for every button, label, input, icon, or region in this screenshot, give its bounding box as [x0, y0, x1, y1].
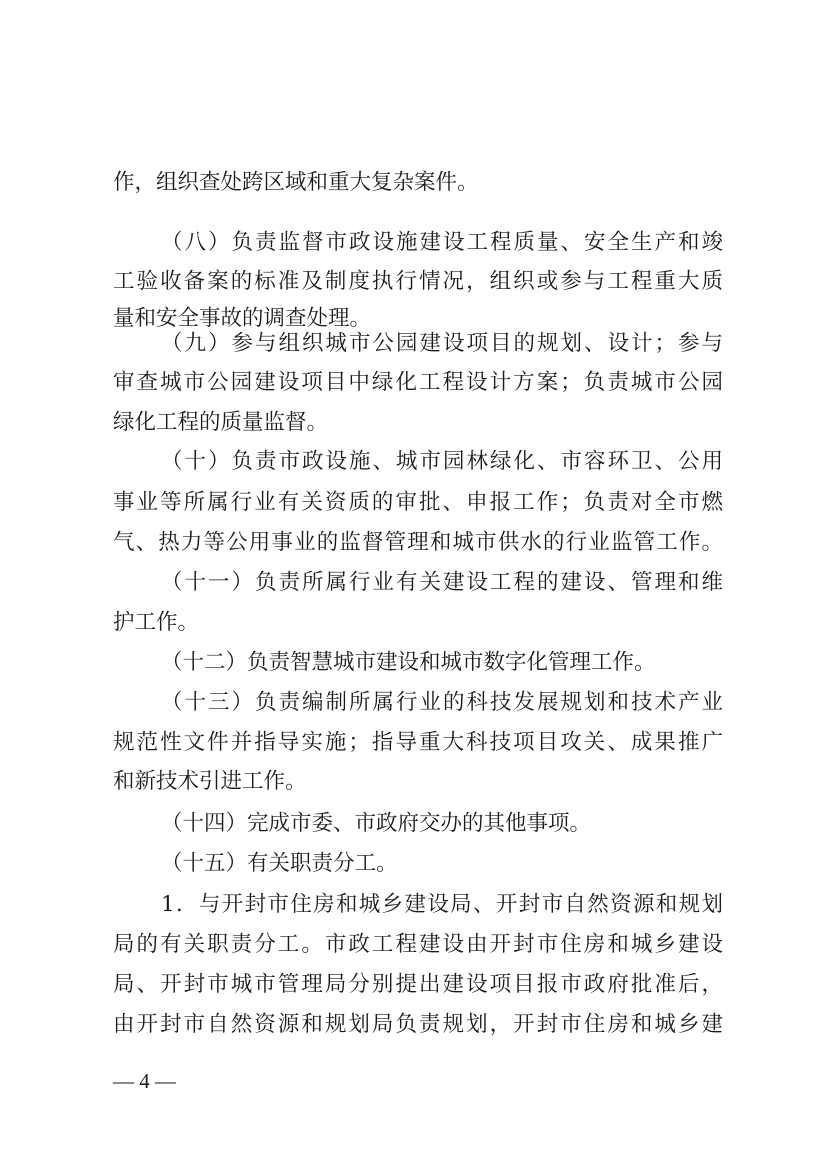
paragraph-9-line: （九）参与组织城市公园建设项目的规划、设计；参与	[161, 331, 723, 356]
page-number: — 4 —	[113, 1069, 176, 1093]
paragraph-13-line: （十三）负责编制所属行业的科技发展规划和技术产业	[161, 690, 723, 715]
text-line: 工验收备案的标准及制度执行情况，组织或参与工程重大质	[113, 269, 723, 294]
text-line: 由开封市自然资源和规划局负责规划，开封市住房和城乡建	[113, 1012, 723, 1037]
text-line: 护工作。	[113, 610, 200, 635]
text-line: 作，组织查处跨区域和重大复杂案件。	[113, 170, 479, 195]
paragraph-11-line: （十一）负责所属行业有关建设工程的建设、管理和维	[161, 570, 723, 595]
text-line: 事业等所属行业有关资质的审批、申报工作；负责对全市燃	[113, 490, 723, 515]
paragraph-14-line: （十四）完成市委、市政府交办的其他事项。	[161, 811, 592, 836]
text-line: 局的有关职责分工。市政工程建设由开封市住房和城乡建设	[113, 932, 723, 957]
paragraph-8-line: （八）负责监督市政设施建设工程质量、安全生产和竣	[161, 230, 723, 255]
text-line: 审查城市公园建设项目中绿化工程设计方案；负责城市公园	[113, 370, 723, 395]
item-1-line: 1．与开封市住房和城乡建设局、开封市自然资源和规划	[161, 892, 723, 917]
text-line: 量和安全事故的调查处理。	[113, 306, 372, 331]
text-line: 规范性文件并指导实施；指导重大科技项目攻关、成果推广	[113, 730, 723, 755]
paragraph-12-line: （十二）负责智慧城市建设和城市数字化管理工作。	[161, 650, 656, 675]
paragraph-10-line: （十）负责市政设施、城市园林绿化、市容环卫、公用	[161, 449, 723, 474]
text-line: 气、热力等公用事业的监督管理和城市供水的行业监管工作。	[113, 530, 723, 555]
paragraph-15-line: （十五）有关职责分工。	[161, 851, 398, 876]
text-line: 局、开封市城市管理局分别提出建设项目报市政府批准后，	[113, 972, 723, 997]
text-line: 绿化工程的质量监督。	[113, 410, 329, 435]
text-line: 和新技术引进工作。	[113, 769, 307, 794]
